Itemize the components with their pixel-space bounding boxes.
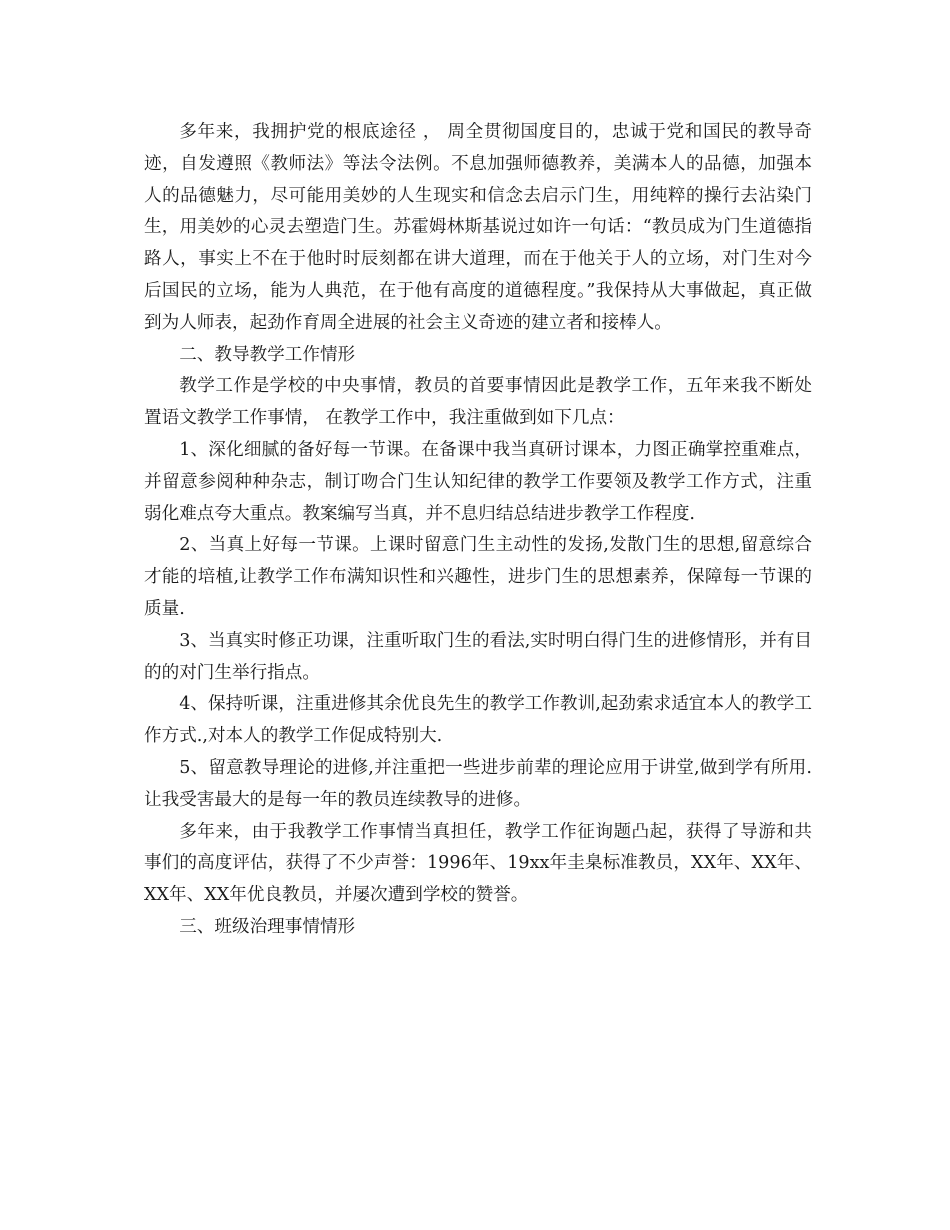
paragraph-intro: 多年来，我拥护党的根底途径 ， 周全贯彻国度目的，忠诚于党和国民的教导奇迹，自发遵照《教师法》等法令法例。不息加强师德教养，美满本人的品德，加强本人的品德魅力，尽可能用美妙的人生现实和信念去启示门生，用纯粹的操行去沾染门生，用美妙的心灵去塑造门生。苏霍姆林斯基说过如许一句话：“教员成为门生道德指路人，事实上不在于他时时辰刻都在讲大道理，而在于他关于人的立场，对门生对今后国民的立场，能为人典范，在于他有高度的道德程度。”我保持从大事做起，真正做到为人师表，起劲作育周全进展的社会主义奇迹的建立者和接棒人。	[144, 122, 812, 333]
paragraph-point-2: 2、当真上好每一节课。上课时留意门生主动性的发扬,发散门生的思想,留意综合才能的培植,让教学工作布满知识性和兴趣性，进步门生的思想素养，保障每一节课的质量.	[144, 535, 812, 619]
paragraph-point-1: 1、深化细腻的备好每一节课。在备课中我当真研讨课本，力图正确掌控重难点，并留意参阅种种杂志，制订吻合门生认知纪律的教学工作要领及教学工作方式，注重弱化难点夸大重点。教案编写当真，并不息归结总结进步教学工作程度.	[144, 439, 812, 524]
section-heading-teaching: 二、教导教学工作情形	[179, 344, 356, 365]
paragraph-point-3: 3、当真实时修正功课，注重听取门生的看法,实时明白得门生的进修情形，并有目的的对门生举行指点。	[144, 630, 812, 683]
paragraph-teaching-overview: 教学工作是学校的中央事情，教员的首要事情因此是教学工作，五年来我不断处置语文教学工作事情， 在教学工作中，我注重做到如下几点：	[144, 376, 812, 429]
paragraph-point-4: 4、保持听课，注重进修其余优良先生的教学工作教训,起劲索求适宜本人的教学工作方式.,对本人的教学工作促成特别大.	[144, 694, 812, 747]
section-heading-class-management: 三、班级治理事情情形	[179, 916, 356, 937]
document-body	[144, 117, 812, 944]
paragraph-point-5: 5、留意教导理论的进修,并注重把一些进步前辈的理论应用于讲堂,做到学有所用. 让我受害最大的是每一年的教员连续教导的进修。	[144, 757, 812, 810]
paragraph-achievements: 多年来，由于我教学工作事情当真担任，教学工作征询题凸起，获得了导游和共事们的高度评估，获得了不少声誉：1996年、19xx年圭臬标准教员，XX年、XX年、XX年、XX年优良教员，并屡次遭到学校的赞誉。	[144, 821, 812, 906]
